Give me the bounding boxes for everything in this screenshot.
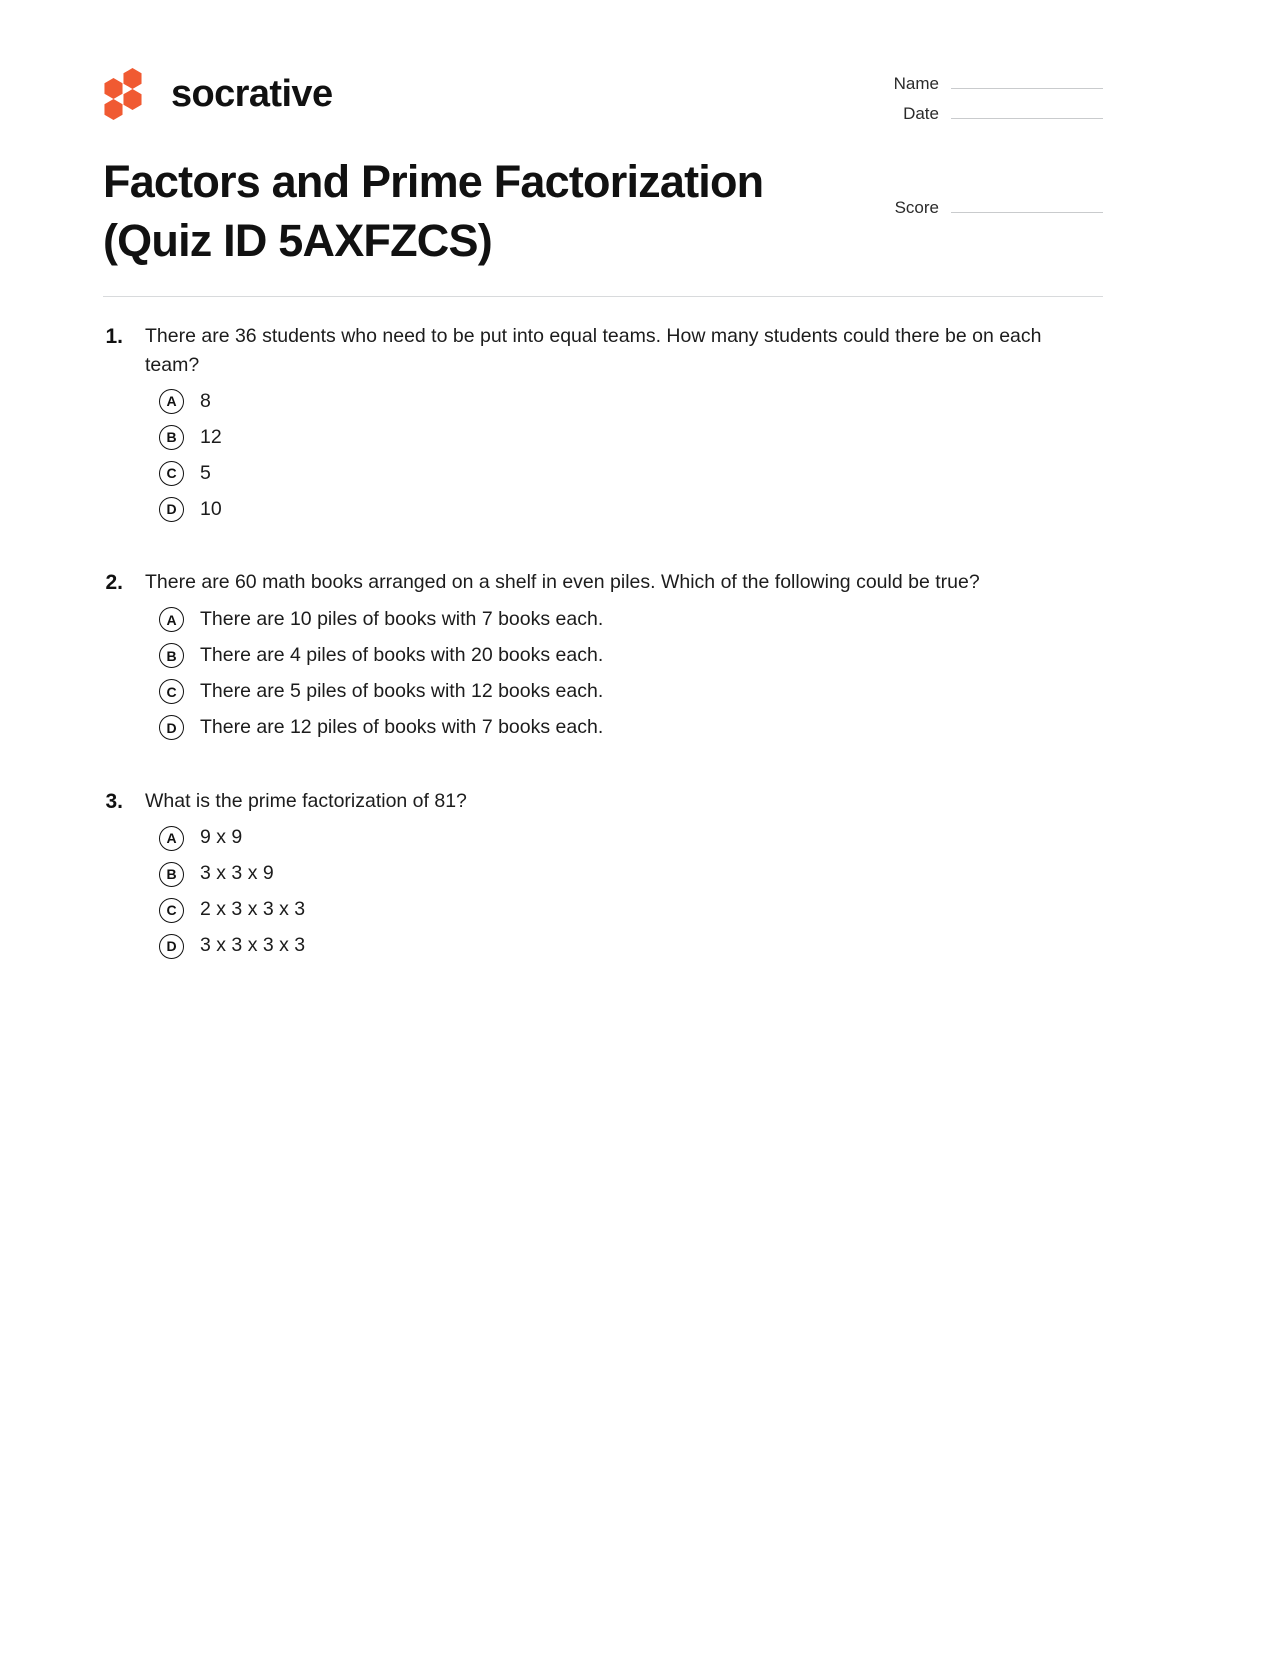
option-text: 8 — [200, 389, 211, 412]
question-number: 1. — [105, 325, 123, 348]
answer-options — [103, 606, 1103, 742]
score-field-label: Score — [894, 198, 939, 217]
option-text: 3 x 3 x 3 x 3 — [200, 934, 306, 957]
page-title — [103, 152, 863, 271]
option-bubble-b[interactable]: B — [159, 862, 184, 887]
question-item — [103, 787, 1103, 960]
questions-list — [103, 322, 1103, 1005]
answer-option[interactable] — [103, 824, 1103, 852]
option-text: 3 x 3 x 9 — [200, 862, 274, 885]
answer-option[interactable] — [103, 642, 1103, 670]
question-item — [103, 568, 1103, 741]
socrative-hexagon-logo-icon — [103, 68, 155, 120]
option-bubble-b[interactable]: B — [159, 643, 184, 668]
name-field-row — [861, 74, 1103, 94]
option-text: There are 4 piles of books with 20 books each. — [200, 644, 604, 667]
answer-option[interactable] — [103, 932, 1103, 960]
page-header — [103, 60, 1103, 150]
option-text: 2 x 3 x 3 x 3 — [200, 898, 306, 921]
answer-option[interactable] — [103, 714, 1103, 742]
question-number: 2. — [105, 571, 123, 595]
option-text: 10 — [200, 497, 222, 520]
date-field-line[interactable] — [951, 118, 1103, 119]
question-header — [103, 568, 1103, 597]
hexagon-shape — [103, 99, 124, 120]
score-field-row — [861, 198, 1103, 218]
option-text: There are 10 piles of books with 7 books each. — [200, 608, 604, 631]
answer-option[interactable] — [103, 860, 1103, 888]
option-text: 5 — [200, 461, 211, 484]
answer-option[interactable] — [103, 606, 1103, 634]
answer-option[interactable] — [103, 896, 1103, 924]
option-text: 12 — [200, 425, 222, 448]
option-bubble-c[interactable]: C — [159, 461, 184, 486]
question-text: There are 36 students who need to be put into equal teams. How many students could there be on each team? — [145, 325, 1042, 376]
student-info-fields — [861, 74, 1103, 134]
hexagon-shape — [122, 68, 143, 89]
question-header — [103, 787, 1103, 816]
option-bubble-a[interactable]: A — [159, 826, 184, 851]
option-bubble-c[interactable]: C — [159, 679, 184, 704]
answer-option[interactable] — [103, 459, 1103, 487]
brand-logo — [103, 68, 332, 120]
brand-name: socrative — [171, 73, 333, 115]
hexagon-shape — [103, 78, 124, 99]
question-text: There are 60 math books arranged on a shelf in even piles. Which of the following could be true? — [145, 571, 980, 594]
question-number: 3. — [105, 789, 123, 813]
header-divider — [103, 296, 1103, 297]
option-text: 9 x 9 — [200, 826, 243, 849]
option-bubble-b[interactable]: B — [159, 425, 184, 450]
question-text: What is the prime factorization of 81? — [145, 789, 467, 812]
answer-option[interactable] — [103, 678, 1103, 706]
answer-option[interactable] — [103, 423, 1103, 451]
answer-options — [103, 387, 1103, 523]
option-text: There are 12 piles of books with 7 books each. — [200, 716, 604, 739]
name-field-line[interactable] — [951, 88, 1103, 89]
date-field-label: Date — [903, 104, 939, 123]
answer-option[interactable] — [103, 387, 1103, 415]
option-text: There are 5 piles of books with 12 books each. — [200, 680, 604, 703]
option-bubble-d[interactable]: D — [159, 497, 184, 522]
option-bubble-c[interactable]: C — [159, 898, 184, 923]
option-bubble-a[interactable]: A — [159, 607, 184, 632]
option-bubble-d[interactable]: D — [159, 715, 184, 740]
question-item — [103, 322, 1103, 523]
score-field-line[interactable] — [951, 212, 1103, 213]
hexagon-shape — [122, 89, 143, 110]
answer-option[interactable] — [103, 495, 1103, 523]
date-field-row — [861, 104, 1103, 124]
option-bubble-a[interactable]: A — [159, 389, 184, 414]
question-header — [103, 322, 1103, 379]
name-field-label: Name — [893, 74, 939, 93]
option-bubble-d[interactable]: D — [159, 934, 184, 959]
quiz-title-text: Factors and Prime Factorization (Quiz ID 5AXFZCS) — [103, 156, 764, 267]
answer-options — [103, 824, 1103, 960]
